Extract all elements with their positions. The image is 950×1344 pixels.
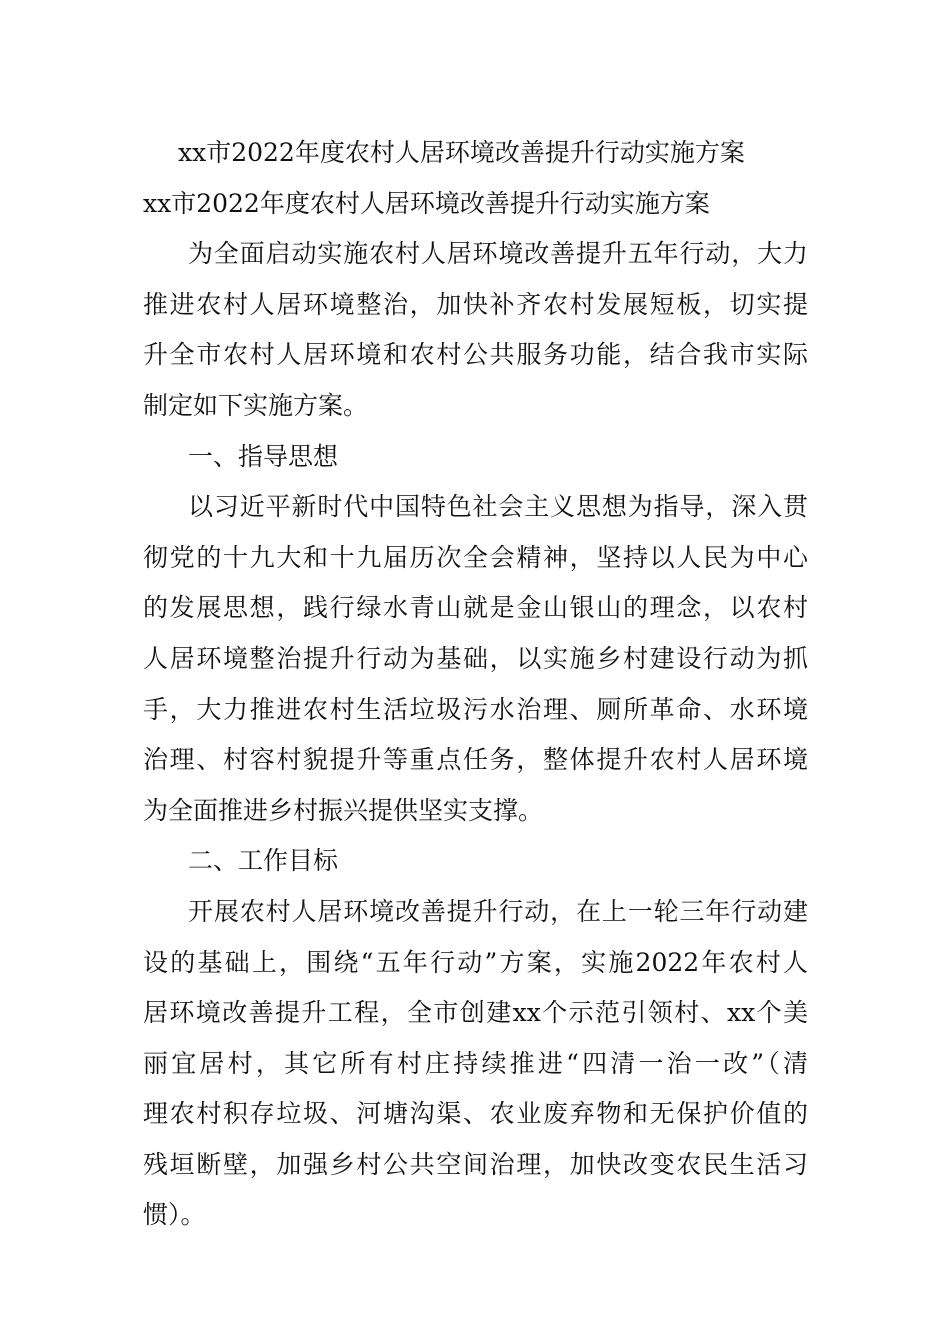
section1-line-1: 以习近平新时代中国特色社会主义思想为指导，深入贯	[188, 492, 808, 522]
section1-line-3: 的发展思想，践行绿水青山就是金山银山的理念，以农村	[143, 593, 808, 623]
section2-line-5: 理农村积存垃圾、河塘沟渠、农业废弃物和无保护价值的	[143, 1099, 808, 1129]
section2-line-4: 丽宜居村，其它所有村庄持续推进“四清一治一改”（清	[143, 1048, 808, 1078]
section1-heading: 一、指导思想	[188, 441, 339, 471]
document-page	[143, 128, 808, 1241]
section1-line-6: 治理、村容村貌提升等重点任务，整体提升农村人居环境	[143, 745, 808, 775]
section1-line-7: 为全面推进乡村振兴提供坚实支撑。	[143, 795, 544, 825]
intro-line-3: 升全市农村人居环境和农村公共服务功能，结合我市实际	[143, 340, 808, 370]
section1-line-5: 手，大力推进农村生活垃圾污水治理、厕所革命、水环境	[143, 694, 808, 724]
intro-line-4: 制定如下实施方案。	[143, 390, 369, 420]
section2-line-7: 惯）。	[143, 1200, 206, 1230]
intro-line-1: 为全面启动实施农村人居环境改善提升五年行动，大力	[188, 239, 808, 269]
section2-line-6: 残垣断壁，加强乡村公共空间治理，加快改变农民生活习	[143, 1149, 808, 1179]
section1-line-4: 人居环境整治提升行动为基础，以实施乡村建设行动为抓	[143, 643, 808, 673]
section2-line-3: 居环境改善提升工程，全市创建xx个示范引领村、xx个美	[143, 998, 808, 1028]
document-title: xx市2022年度农村人居环境改善提升行动实施方案	[178, 138, 745, 167]
section1-line-2: 彻党的十九大和十九届历次全会精神，坚持以人民为中心	[143, 542, 808, 572]
section2-line-1: 开展农村人居环境改善提升行动，在上一轮三年行动建	[188, 896, 808, 926]
section2-heading: 二、工作目标	[188, 846, 339, 876]
document-subtitle: xx市2022年度农村人居环境改善提升行动实施方案	[143, 188, 710, 218]
intro-line-2: 推进农村人居环境整治，加快补齐农村发展短板，切实提	[143, 289, 808, 319]
section2-line-2: 设的基础上，围绕“五年行动”方案，实施2022年农村人	[143, 947, 808, 977]
